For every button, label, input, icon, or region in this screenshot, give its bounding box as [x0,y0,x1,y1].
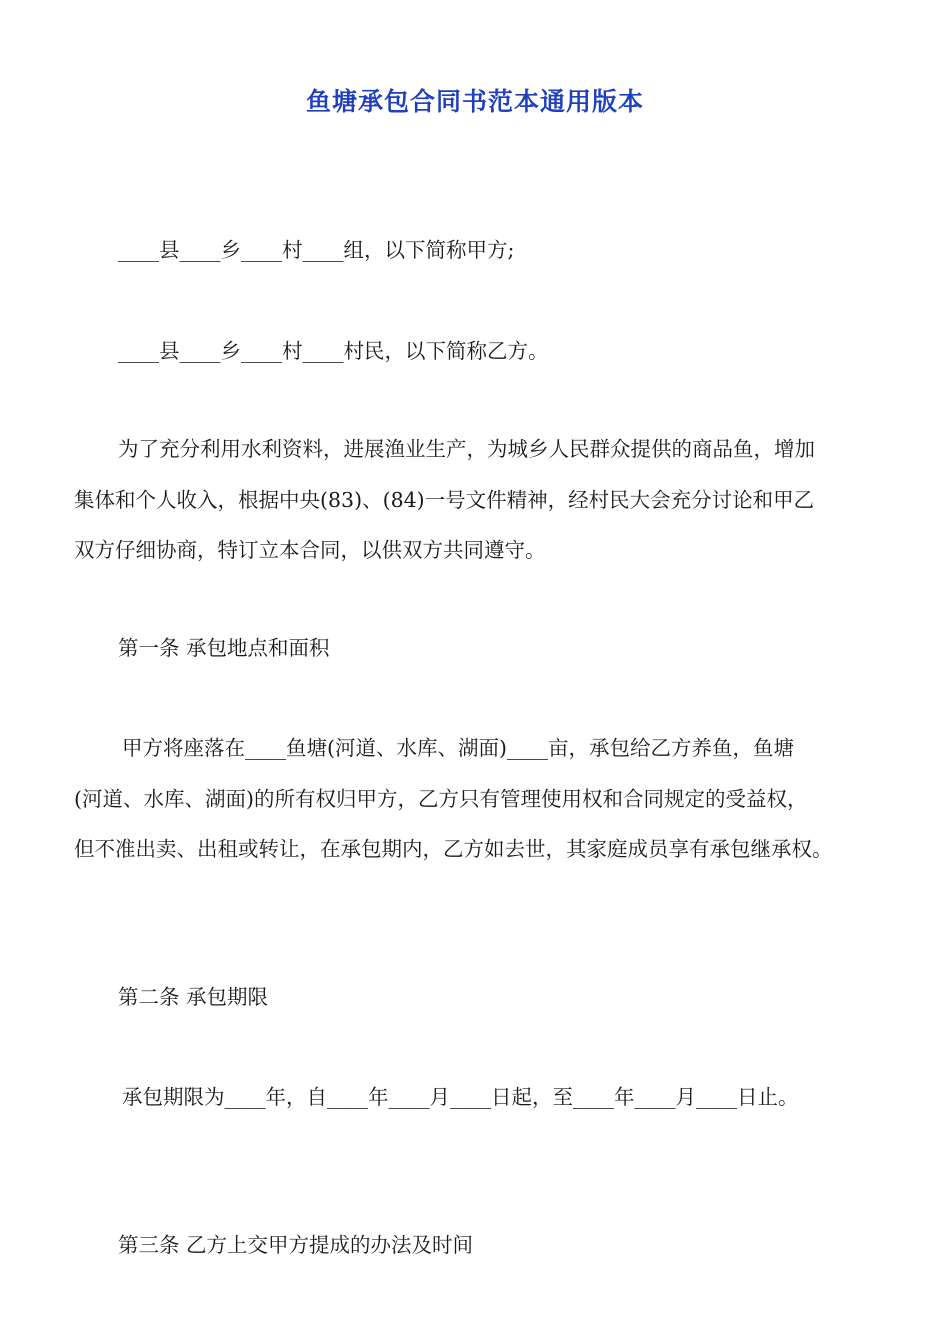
intro-line-3: 双方仔细协商，特订立本合同，以供双方共同遵守。 [74,538,546,562]
article2-line: 承包期限为____年，自____年____月____日起，至____年____月____日止。 [122,1085,799,1109]
party-b-line: ____县____乡____村____村民，以下简称乙方。 [118,339,549,363]
article3-heading: 第三条 乙方上交甲方提成的办法及时间 [118,1233,474,1257]
article1-line-1: 甲方将座落在____鱼塘(河道、水库、湖面)____亩，承包给乙方养鱼，鱼塘 [122,736,794,760]
document-title: 鱼塘承包合同书范本通用版本 [305,87,644,116]
article1-line-2: (河道、水库、湖面)的所有权归甲方，乙方只有管理使用权和合同规定的受益权， [74,787,808,811]
intro-line-2: 集体和个人收入，根据中央(83)、(84)一号文件精神，经村民大会充分讨论和甲乙 [74,488,815,512]
party-a-line: ____县____乡____村____组，以下简称甲方; [118,238,515,262]
intro-line-1: 为了充分利用水利资料，进展渔业生产，为城乡人民群众提供的商品鱼，增加 [118,437,815,461]
article2-heading: 第二条 承包期限 [118,985,269,1009]
article1-heading: 第一条 承包地点和面积 [118,636,330,660]
article1-line-3: 但不准出卖、出租或转让，在承包期内，乙方如去世，其家庭成员享有承包继承权。 [74,837,833,861]
